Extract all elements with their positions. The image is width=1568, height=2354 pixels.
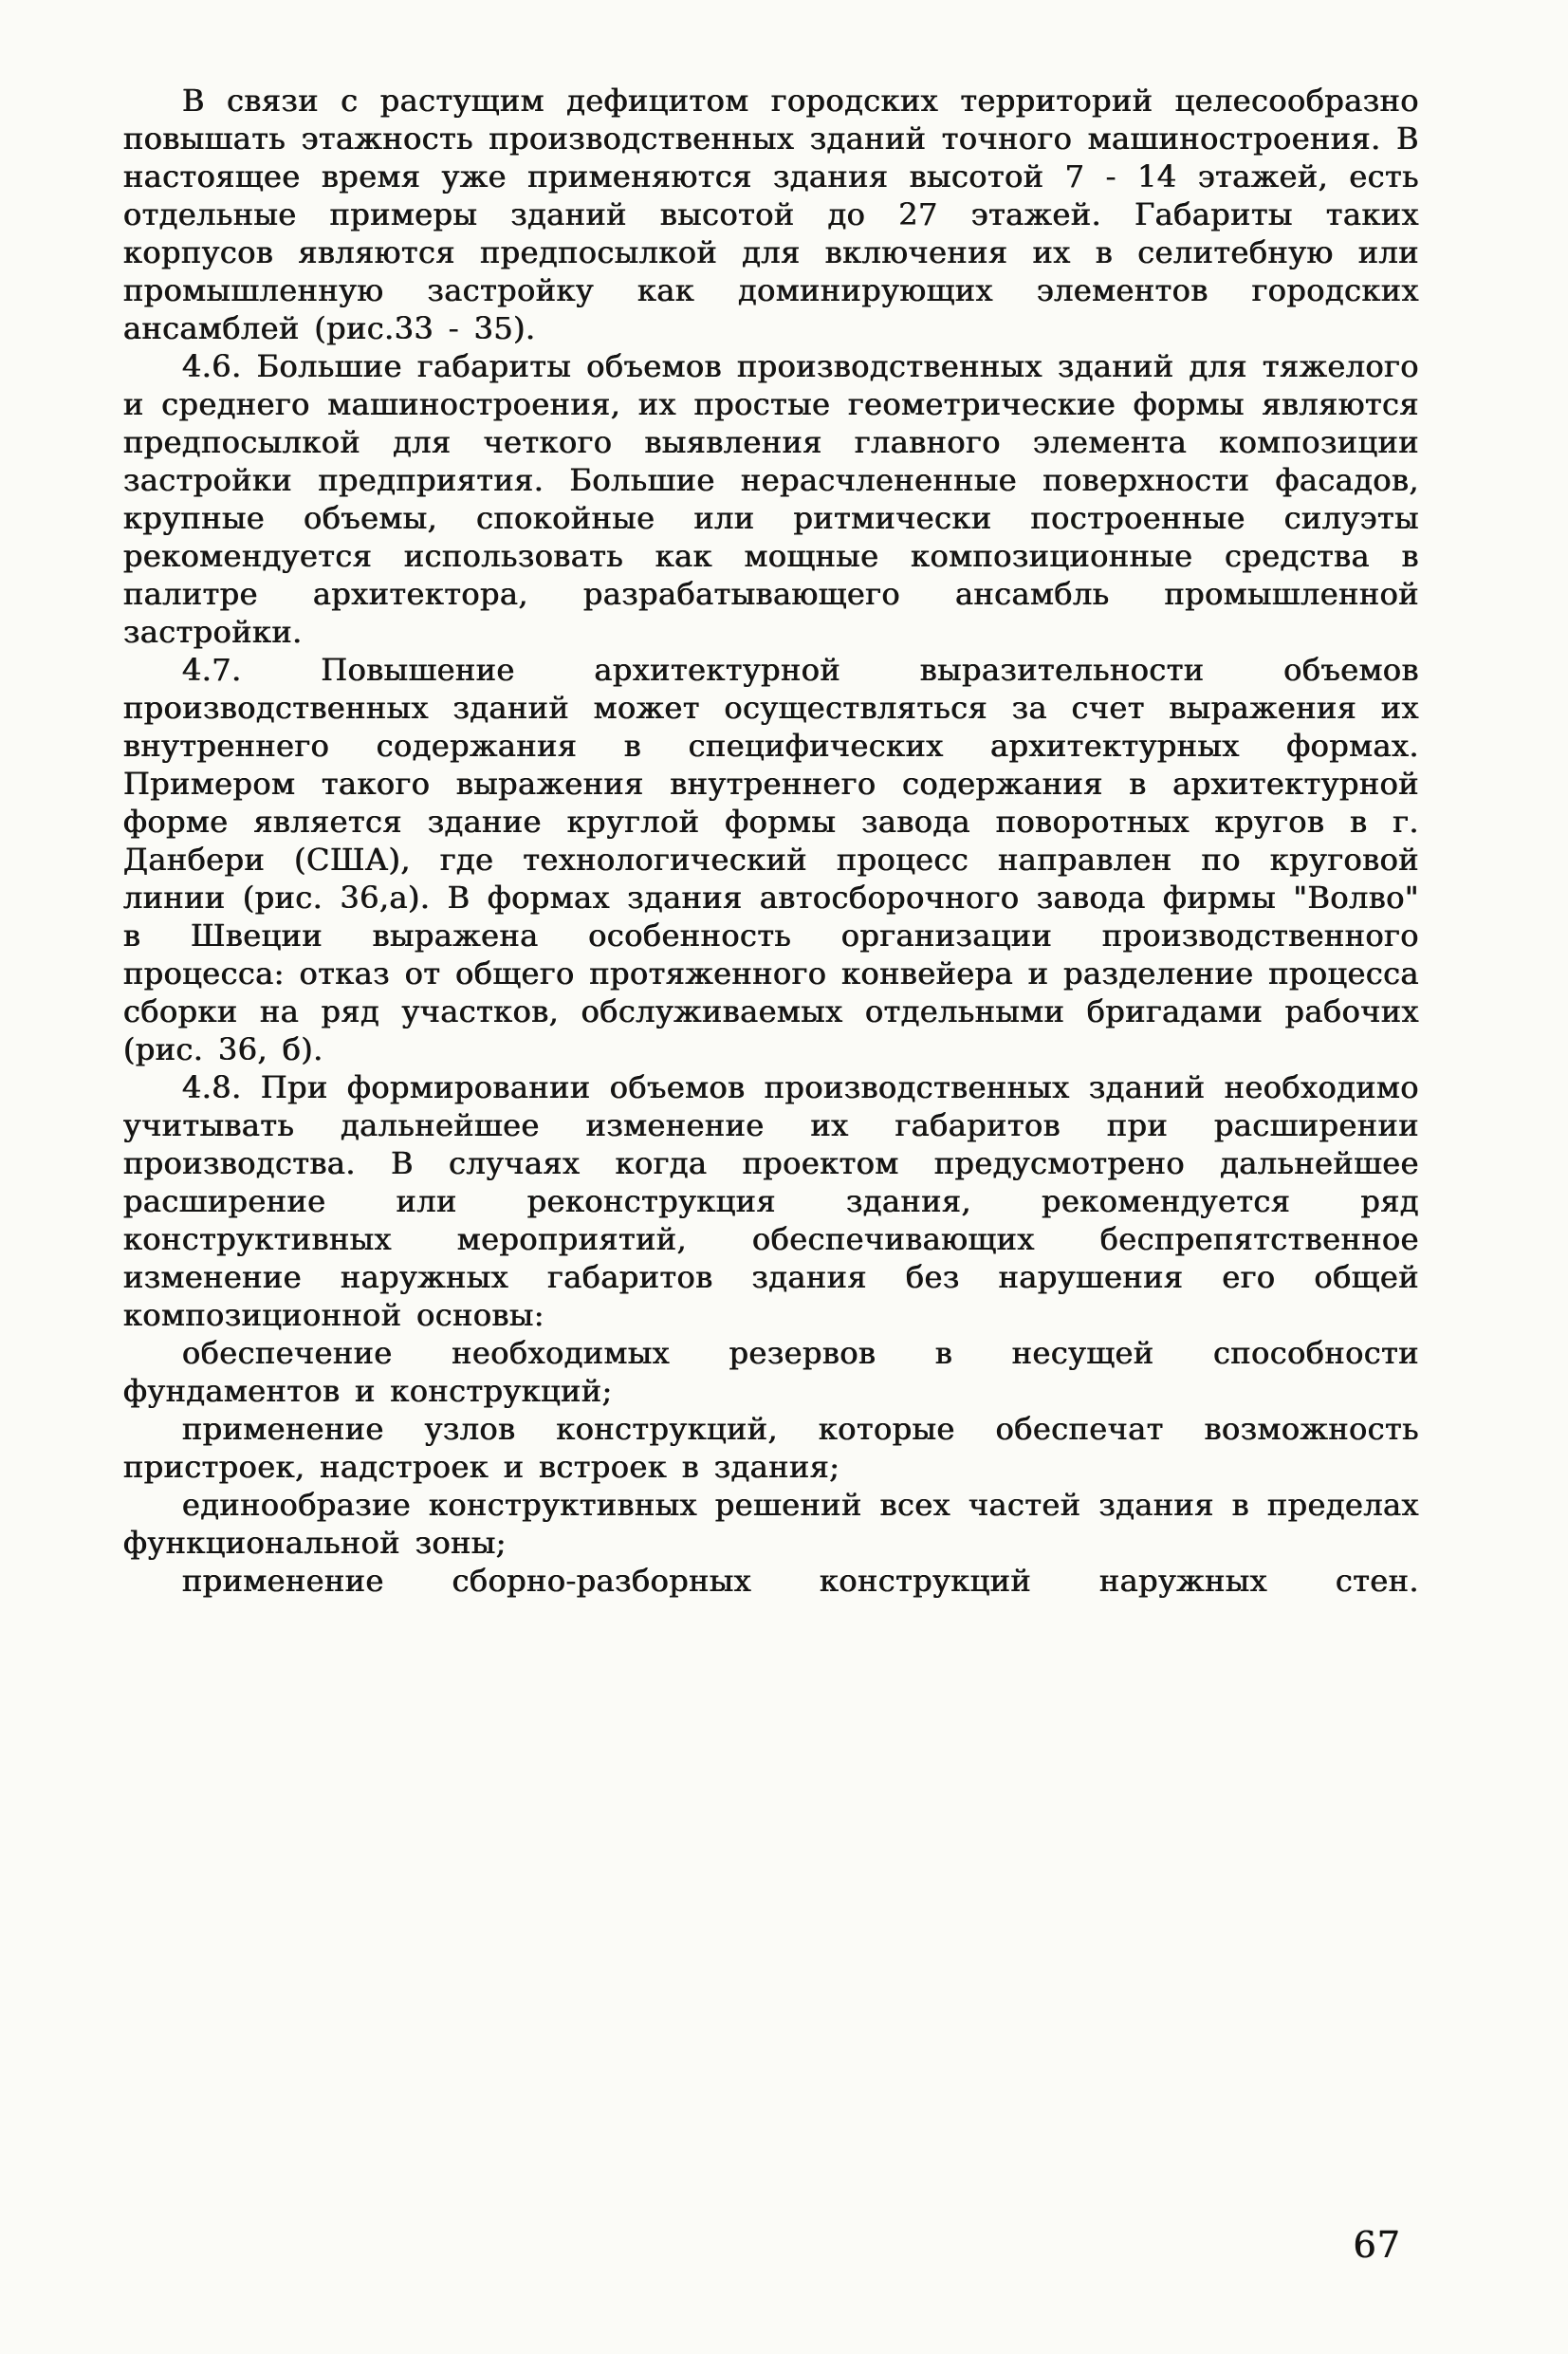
paragraph: обеспечение необходимых резервов в несущей способности фундаментов и конструкций; [123, 1335, 1419, 1409]
page-number: 67 [1353, 2224, 1401, 2266]
paragraph: 4.7. Повышение архитектурной выразительности объемов производственных зданий может осуществляться за счет выражения их внутреннего содержания в специфических архитектурных формах. Примером такого выражения внутреннего содержания в архитектурной форме является здание круглой формы завода поворотных кругов в г. Данбери (США), где технологический процесс направлен по круговой линии (рис. 36,а). В формах здания автосборочного завода фирмы "Волво" в Швеции выражена особенность организации производственного процесса: отказ от общего протяженного конвейера и разделение процесса сборки на ряд участков, обслуживаемых отдельными бригадами рабочих (рис. 36, б). [123, 652, 1419, 1067]
text-block [123, 82, 1419, 1600]
paragraph: 4.8. При формировании объемов производственных зданий необходимо учитывать дальнейшее изменение их габаритов при расширении производства. В случаях когда проектом предусмотрено дальнейшее расширение или реконструкция здания, рекомендуется ряд конструктивных мероприятий, обеспечивающих беспрепятственное изменение наружных габаритов здания без нарушения его общей композиционной основы: [123, 1069, 1419, 1333]
paragraph: В связи с растущим дефицитом городских территорий целесообразно повышать этажность производственных зданий точного машиностроения. В настоящее время уже применяются здания высотой 7 - 14 этажей, есть отдельные примеры зданий высотой до 27 этажей. Габариты таких корпусов являются предпосылкой для включения их в селитебную или промышленную застройку как доминирующих элементов городских ансамблей (рис.33 - 35). [123, 83, 1419, 346]
paragraph: применение сборно-разборных конструкций наружных стен. [182, 1563, 1419, 1599]
paragraph: 4.6. Большие габариты объемов производственных зданий для тяжелого и среднего машиностроения, их простые геометрические формы являются предпосылкой для четкого выявления главного элемента композиции застройки предприятия. Большие нерасчлененные поверхности фасадов, крупные объемы, спокойные или ритмически построенные силуэты рекомендуется использовать как мощные композиционные средства в палитре архитектора, разрабатывающего ансамбль промышленной застройки. [123, 348, 1419, 650]
paragraph: применение узлов конструкций, которые обеспечат возможность пристроек, надстроек и встроек в здания; [123, 1411, 1419, 1485]
paragraph: единообразие конструктивных решений всех частей здания в пределах функциональной зоны; [123, 1487, 1419, 1561]
